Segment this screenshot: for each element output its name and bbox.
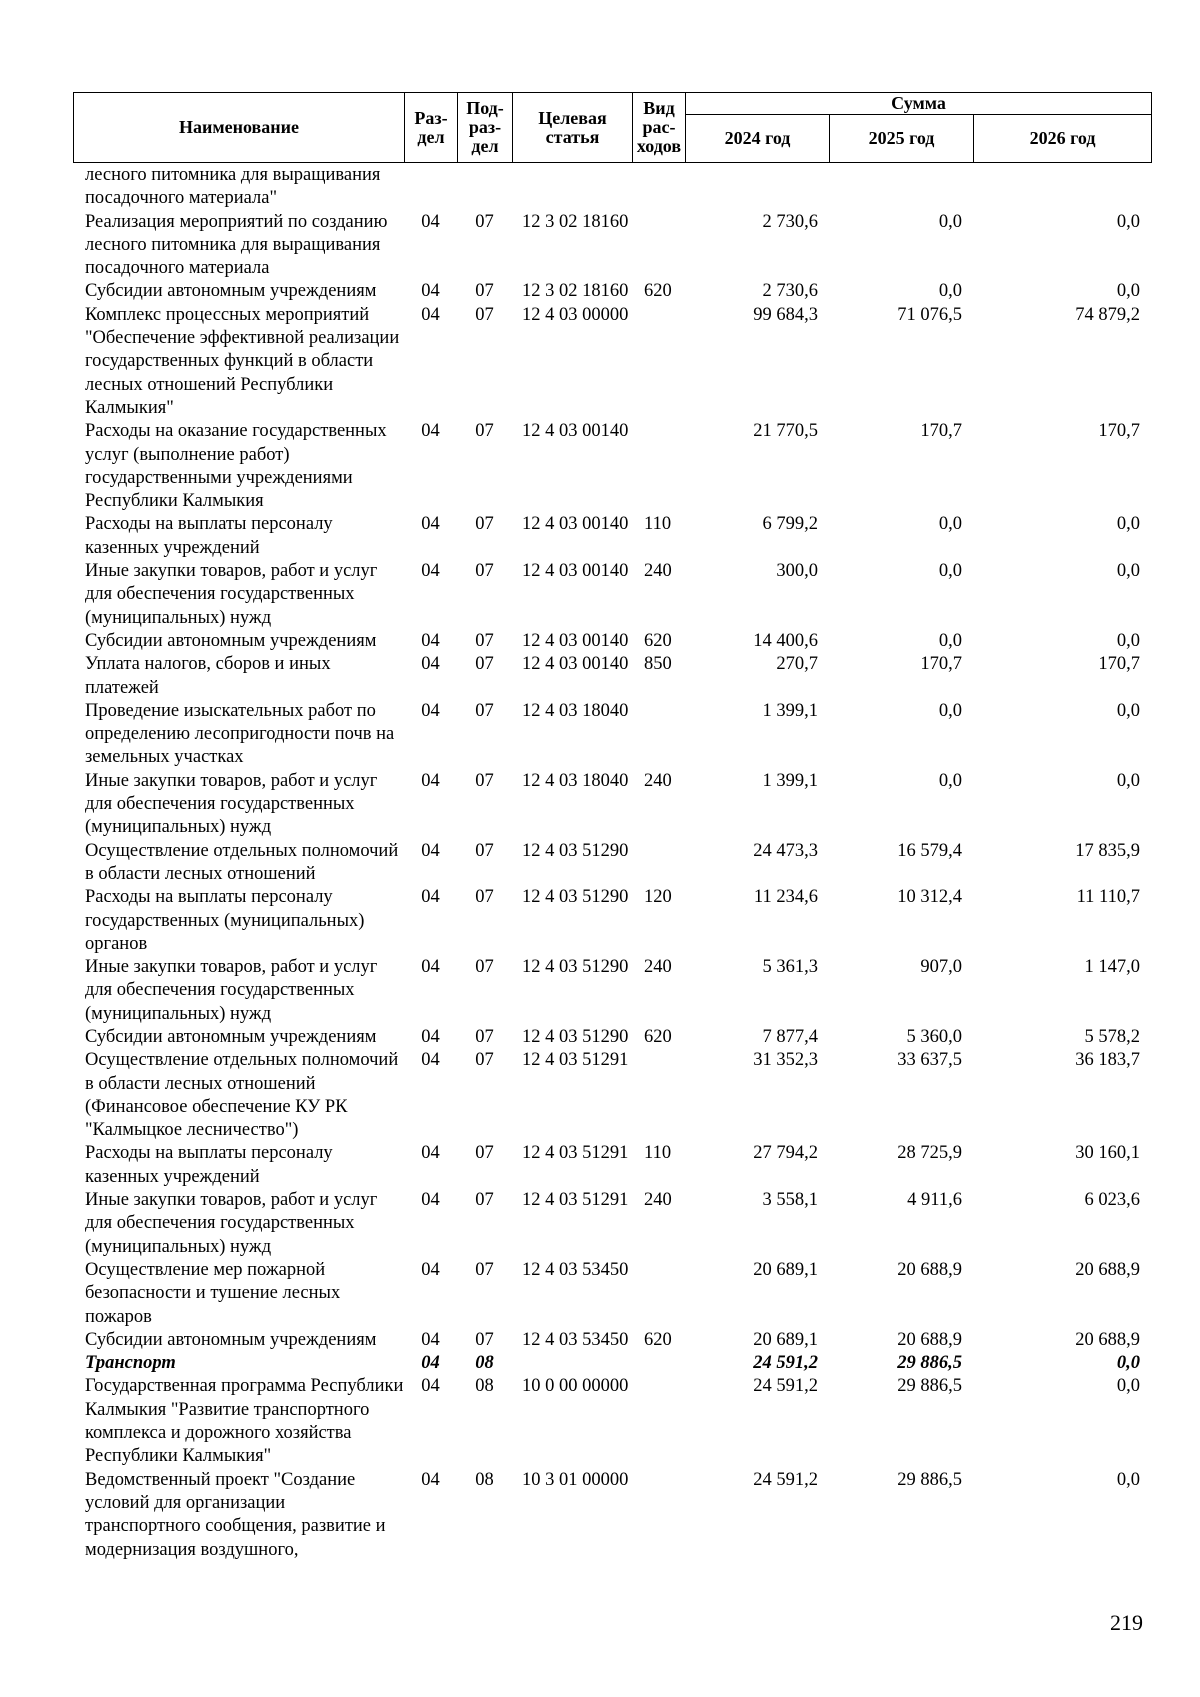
row-razdel: 04 (421, 1259, 440, 1280)
row-vid-rashodov: 110 (644, 514, 672, 535)
row-sum-2024: 20 689,1 (753, 1259, 818, 1280)
row-razdel: 04 (421, 700, 440, 721)
table-header (73, 92, 1152, 163)
row-sum-2024: 3 558,1 (762, 1190, 818, 1211)
budget-table (73, 164, 1151, 1562)
table-row (73, 211, 1151, 281)
row-sum-2026: 0,0 (1116, 700, 1140, 721)
row-sum-2024: 7 877,4 (762, 1026, 818, 1047)
row-sum-2025: 28 725,9 (897, 1143, 962, 1164)
row-vid-rashodov: 240 (644, 561, 672, 582)
row-celevaya-statya (512, 164, 632, 211)
row-name: Государственная программа Республики Калмыкия "Развитие транспортного комплекса и дорожного хозяйства Республики Калмыкия" (85, 1376, 404, 1467)
row-sum-2024: 11 234,6 (753, 887, 818, 908)
table-row (73, 886, 1151, 956)
row-sum-2026: 30 160,1 (1075, 1143, 1140, 1164)
row-sum-2026: 0,0 (1116, 211, 1140, 232)
row-sum-2025: 170,7 (920, 421, 962, 442)
row-podrazdel: 08 (475, 1353, 494, 1374)
row-name: Осуществление мер пожарной безопасности и тушение лесных пожаров (85, 1259, 341, 1327)
row-sum-2024: 2 730,6 (762, 281, 818, 302)
row-name: Расходы на выплаты персоналу казенных учреждений (85, 1143, 333, 1187)
row-name: Комплекс процессных мероприятий "Обеспечение эффективной реализации государственных функций в области лесных отношений Республики Калмыкия" (85, 304, 400, 418)
row-podrazdel: 07 (475, 1143, 494, 1164)
table-row (73, 1189, 1151, 1259)
row-sum-2024: 270,7 (776, 654, 818, 675)
row-vid-rashodov: 850 (644, 654, 672, 675)
table-row (73, 1375, 1151, 1468)
row-celevaya-statya: 12 4 03 51290 (522, 1026, 629, 1047)
row-name: Расходы на выплаты персоналу государственных (муниципальных) органов (85, 887, 365, 954)
row-name: Иные закупки товаров, работ и услуг для обеспечения государственных (муниципальных) нужд (85, 561, 378, 628)
row-sum-2024: 6 799,2 (762, 514, 818, 535)
row-vid-rashodov (632, 1259, 685, 1329)
row-sum-2026: 20 688,9 (1075, 1329, 1140, 1350)
row-sum-2025 (829, 164, 973, 211)
row-name: Уплата налогов, сборов и иных платежей (85, 654, 331, 698)
table-row (73, 280, 1151, 303)
row-vid-rashodov: 120 (644, 887, 672, 908)
row-celevaya-statya: 12 4 03 53450 (522, 1259, 629, 1280)
row-podrazdel: 07 (475, 700, 494, 721)
row-name: Субсидии автономным учреждениям (85, 630, 377, 651)
row-podrazdel: 07 (475, 304, 494, 325)
row-razdel: 04 (421, 1329, 440, 1350)
row-razdel: 04 (421, 421, 440, 442)
row-sum-2026: 0,0 (1116, 1469, 1140, 1490)
row-name: Расходы на выплаты персоналу казенных учреждений (85, 514, 333, 558)
table-row (73, 630, 1151, 653)
row-vid-rashodov: 240 (644, 1190, 672, 1211)
row-sum-2024: 20 689,1 (753, 1329, 818, 1350)
row-sum-2024: 1 399,1 (762, 700, 818, 721)
row-vid-rashodov: 620 (644, 281, 672, 302)
row-sum-2026: 0,0 (1116, 514, 1140, 535)
table-row (73, 164, 1151, 211)
row-celevaya-statya: 12 4 03 00140 (522, 514, 629, 535)
row-celevaya-statya: 12 4 03 00000 (522, 304, 629, 325)
row-sum-2026: 36 183,7 (1075, 1050, 1140, 1071)
row-sum-2025: 907,0 (920, 957, 962, 978)
row-razdel: 04 (421, 957, 440, 978)
row-celevaya-statya: 12 4 03 51290 (522, 887, 629, 908)
header-summa: Сумма (686, 93, 1152, 115)
row-vid-rashodov: 620 (644, 630, 672, 651)
table-row (73, 840, 1151, 887)
row-razdel: 04 (421, 770, 440, 791)
row-name: Субсидии автономным учреждениям (85, 1026, 377, 1047)
header-2026: 2026 год (974, 115, 1152, 163)
row-sum-2025: 20 688,9 (897, 1329, 962, 1350)
row-razdel: 04 (421, 514, 440, 535)
row-podrazdel: 07 (475, 630, 494, 651)
row-sum-2024: 24 591,2 (753, 1469, 818, 1490)
row-podrazdel: 07 (475, 957, 494, 978)
header-name: Наименование (74, 93, 405, 163)
row-sum-2025: 4 911,6 (907, 1190, 962, 1211)
table-row (73, 770, 1151, 840)
row-name: Субсидии автономным учреждениям (85, 281, 377, 302)
row-razdel (404, 164, 457, 211)
row-podrazdel: 07 (475, 654, 494, 675)
row-sum-2026: 0,0 (1116, 770, 1140, 791)
row-podrazdel: 07 (475, 840, 494, 861)
row-name: Проведение изыскательных работ по определению лесопригодности почв на земельных участках (85, 700, 395, 768)
header-celevaya-statya: Целевая статья (513, 93, 633, 163)
page-number: 219 (1110, 1610, 1143, 1635)
row-vid-rashodov: 240 (644, 957, 672, 978)
row-razdel: 04 (421, 1050, 440, 1071)
row-podrazdel: 07 (475, 1050, 494, 1071)
row-sum-2026: 17 835,9 (1075, 840, 1140, 861)
row-podrazdel: 07 (475, 1329, 494, 1350)
row-vid-rashodov: 110 (644, 1143, 672, 1164)
row-sum-2025: 16 579,4 (897, 840, 962, 861)
table-row (73, 1142, 1151, 1189)
row-podrazdel: 07 (475, 281, 494, 302)
header-vid-rashodov: Вид рас- ходов (633, 93, 686, 163)
table-row (73, 1026, 1151, 1049)
row-name: Субсидии автономным учреждениям (85, 1329, 377, 1350)
row-sum-2024: 1 399,1 (762, 770, 818, 791)
row-sum-2025: 0,0 (938, 770, 962, 791)
row-sum-2024: 300,0 (776, 561, 818, 582)
table-row (73, 1259, 1151, 1329)
row-celevaya-statya: 12 4 03 00140 (522, 421, 629, 442)
row-podrazdel: 07 (475, 1259, 494, 1280)
row-vid-rashodov (632, 840, 685, 887)
row-sum-2026: 170,7 (1098, 421, 1140, 442)
row-vid-rashodov (632, 304, 685, 420)
row-vid-rashodov: 240 (644, 770, 672, 791)
row-podrazdel: 07 (475, 211, 494, 232)
row-sum-2025: 29 886,5 (897, 1376, 962, 1397)
header-2025: 2025 год (830, 115, 974, 163)
row-podrazdel: 07 (475, 1190, 494, 1211)
row-razdel: 04 (421, 630, 440, 651)
header-razdel: Раз- дел (405, 93, 458, 163)
table-row (73, 560, 1151, 630)
row-celevaya-statya: 10 3 01 00000 (522, 1469, 629, 1490)
row-celevaya-statya: 12 4 03 18040 (522, 700, 629, 721)
row-razdel: 04 (421, 840, 440, 861)
table-row (73, 513, 1151, 560)
row-sum-2026: 0,0 (1116, 1376, 1140, 1397)
row-name: Осуществление отдельных полномочий в области лесных отношений (85, 840, 399, 884)
table-row (73, 420, 1151, 513)
row-sum-2024: 14 400,6 (753, 630, 818, 651)
row-podrazdel: 07 (475, 887, 494, 908)
row-razdel: 04 (421, 887, 440, 908)
table-row (73, 1469, 1151, 1562)
row-celevaya-statya: 12 4 03 00140 (522, 561, 629, 582)
row-sum-2025: 0,0 (938, 630, 962, 651)
row-name: Иные закупки товаров, работ и услуг для обеспечения государственных (муниципальных) нужд (85, 957, 378, 1024)
row-sum-2026: 20 688,9 (1075, 1259, 1140, 1280)
row-razdel: 04 (421, 1353, 440, 1374)
row-celevaya-statya: 12 4 03 51291 (522, 1143, 629, 1164)
row-celevaya-statya: 12 4 03 51290 (522, 957, 629, 978)
row-celevaya-statya: 12 4 03 51291 (522, 1050, 629, 1071)
row-celevaya-statya: 12 3 02 18160 (522, 281, 629, 302)
row-vid-rashodov (632, 164, 685, 211)
row-sum-2026: 11 110,7 (1076, 887, 1140, 908)
row-podrazdel: 07 (475, 421, 494, 442)
row-celevaya-statya: 12 4 03 51290 (522, 840, 629, 861)
row-podrazdel: 07 (475, 770, 494, 791)
row-sum-2024: 21 770,5 (753, 421, 818, 442)
row-sum-2026: 170,7 (1098, 654, 1140, 675)
row-sum-2026: 0,0 (1116, 630, 1140, 651)
row-sum-2024: 2 730,6 (762, 211, 818, 232)
row-sum-2025: 71 076,5 (897, 304, 962, 325)
table-row (73, 956, 1151, 1026)
row-sum-2026: 5 578,2 (1084, 1026, 1140, 1047)
row-sum-2024: 99 684,3 (753, 304, 818, 325)
row-podrazdel (457, 164, 512, 211)
row-sum-2026: 1 147,0 (1084, 957, 1140, 978)
row-sum-2026: 0,0 (1116, 281, 1140, 302)
row-name: Иные закупки товаров, работ и услуг для обеспечения государственных (муниципальных) нужд (85, 1190, 378, 1257)
row-vid-rashodov (632, 1469, 685, 1562)
row-razdel: 04 (421, 1376, 440, 1397)
row-sum-2025: 0,0 (938, 211, 962, 232)
row-celevaya-statya (512, 1352, 632, 1375)
row-sum-2024: 24 591,2 (753, 1376, 818, 1397)
row-sum-2024 (685, 164, 829, 211)
row-razdel: 04 (421, 211, 440, 232)
row-sum-2025: 5 360,0 (906, 1026, 962, 1047)
row-sum-2025: 29 886,5 (897, 1353, 962, 1374)
row-name: Реализация мероприятий по созданию лесного питомника для выращивания посадочного материала (85, 211, 388, 279)
table-row (73, 700, 1151, 770)
row-sum-2025: 29 886,5 (897, 1469, 962, 1490)
table-row (73, 1049, 1151, 1142)
row-sum-2024: 31 352,3 (753, 1050, 818, 1071)
row-sum-2024: 5 361,3 (762, 957, 818, 978)
row-celevaya-statya: 10 0 00 00000 (522, 1376, 629, 1397)
row-celevaya-statya: 12 4 03 53450 (522, 1329, 629, 1350)
row-podrazdel: 07 (475, 1026, 494, 1047)
row-vid-rashodov (632, 1049, 685, 1142)
row-razdel: 04 (421, 561, 440, 582)
row-podrazdel: 08 (475, 1376, 494, 1397)
table-row (73, 304, 1151, 420)
row-celevaya-statya: 12 4 03 51291 (522, 1190, 629, 1211)
header-podrazdel: Под- раз- дел (458, 93, 513, 163)
row-vid-rashodov (632, 1352, 685, 1375)
row-sum-2026 (973, 164, 1151, 211)
row-vid-rashodov (632, 700, 685, 770)
table-row (73, 653, 1151, 700)
row-podrazdel: 07 (475, 514, 494, 535)
row-sum-2025: 20 688,9 (897, 1259, 962, 1280)
row-sum-2026: 74 879,2 (1075, 304, 1140, 325)
row-celevaya-statya: 12 3 02 18160 (522, 211, 629, 232)
row-razdel: 04 (421, 654, 440, 675)
header-2024: 2024 год (686, 115, 830, 163)
row-name: Расходы на оказание государственных услуг (выполнение работ) государственными учреждениями Республики Калмыкия (85, 421, 387, 512)
row-celevaya-statya: 12 4 03 00140 (522, 654, 629, 675)
row-name: Ведомственный проект "Создание условий для организации транспортного сообщения, развитие и модернизация воздушного, (85, 1469, 386, 1560)
row-razdel: 04 (421, 304, 440, 325)
row-celevaya-statya: 12 4 03 18040 (522, 770, 629, 791)
row-vid-rashodov: 620 (644, 1026, 672, 1047)
row-vid-rashodov (632, 1375, 685, 1468)
row-celevaya-statya: 12 4 03 00140 (522, 630, 629, 651)
row-sum-2026: 0,0 (1116, 561, 1140, 582)
row-sum-2025: 33 637,5 (897, 1050, 962, 1071)
row-sum-2025: 0,0 (938, 700, 962, 721)
row-razdel: 04 (421, 1143, 440, 1164)
row-vid-rashodov (632, 211, 685, 281)
table-row (73, 1329, 1151, 1352)
row-sum-2026: 6 023,6 (1084, 1190, 1140, 1211)
row-sum-2024: 27 794,2 (753, 1143, 818, 1164)
row-vid-rashodov: 620 (644, 1329, 672, 1350)
row-vid-rashodov (632, 420, 685, 513)
row-razdel: 04 (421, 1469, 440, 1490)
row-name: Иные закупки товаров, работ и услуг для обеспечения государственных (муниципальных) нужд (85, 770, 378, 838)
row-sum-2025: 0,0 (938, 561, 962, 582)
row-razdel: 04 (421, 281, 440, 302)
row-sum-2024: 24 473,3 (753, 840, 818, 861)
row-sum-2025: 10 312,4 (897, 887, 962, 908)
row-sum-2024: 24 591,2 (753, 1353, 818, 1374)
row-razdel: 04 (421, 1026, 440, 1047)
row-podrazdel: 08 (475, 1469, 494, 1490)
row-name: Осуществление отдельных полномочий в области лесных отношений (Финансовое обеспечение КУ РК "Калмыцкое лесничество") (85, 1050, 399, 1141)
row-razdel: 04 (421, 1190, 440, 1211)
table-row (73, 1352, 1151, 1375)
row-podrazdel: 07 (475, 561, 494, 582)
row-sum-2025: 170,7 (920, 654, 962, 675)
row-sum-2025: 0,0 (938, 281, 962, 302)
row-sum-2025: 0,0 (938, 514, 962, 535)
row-sum-2026: 0,0 (1116, 1353, 1140, 1374)
row-name: лесного питомника для выращивания посадочного материала" (85, 165, 381, 209)
row-name: Транспорт (85, 1353, 176, 1374)
